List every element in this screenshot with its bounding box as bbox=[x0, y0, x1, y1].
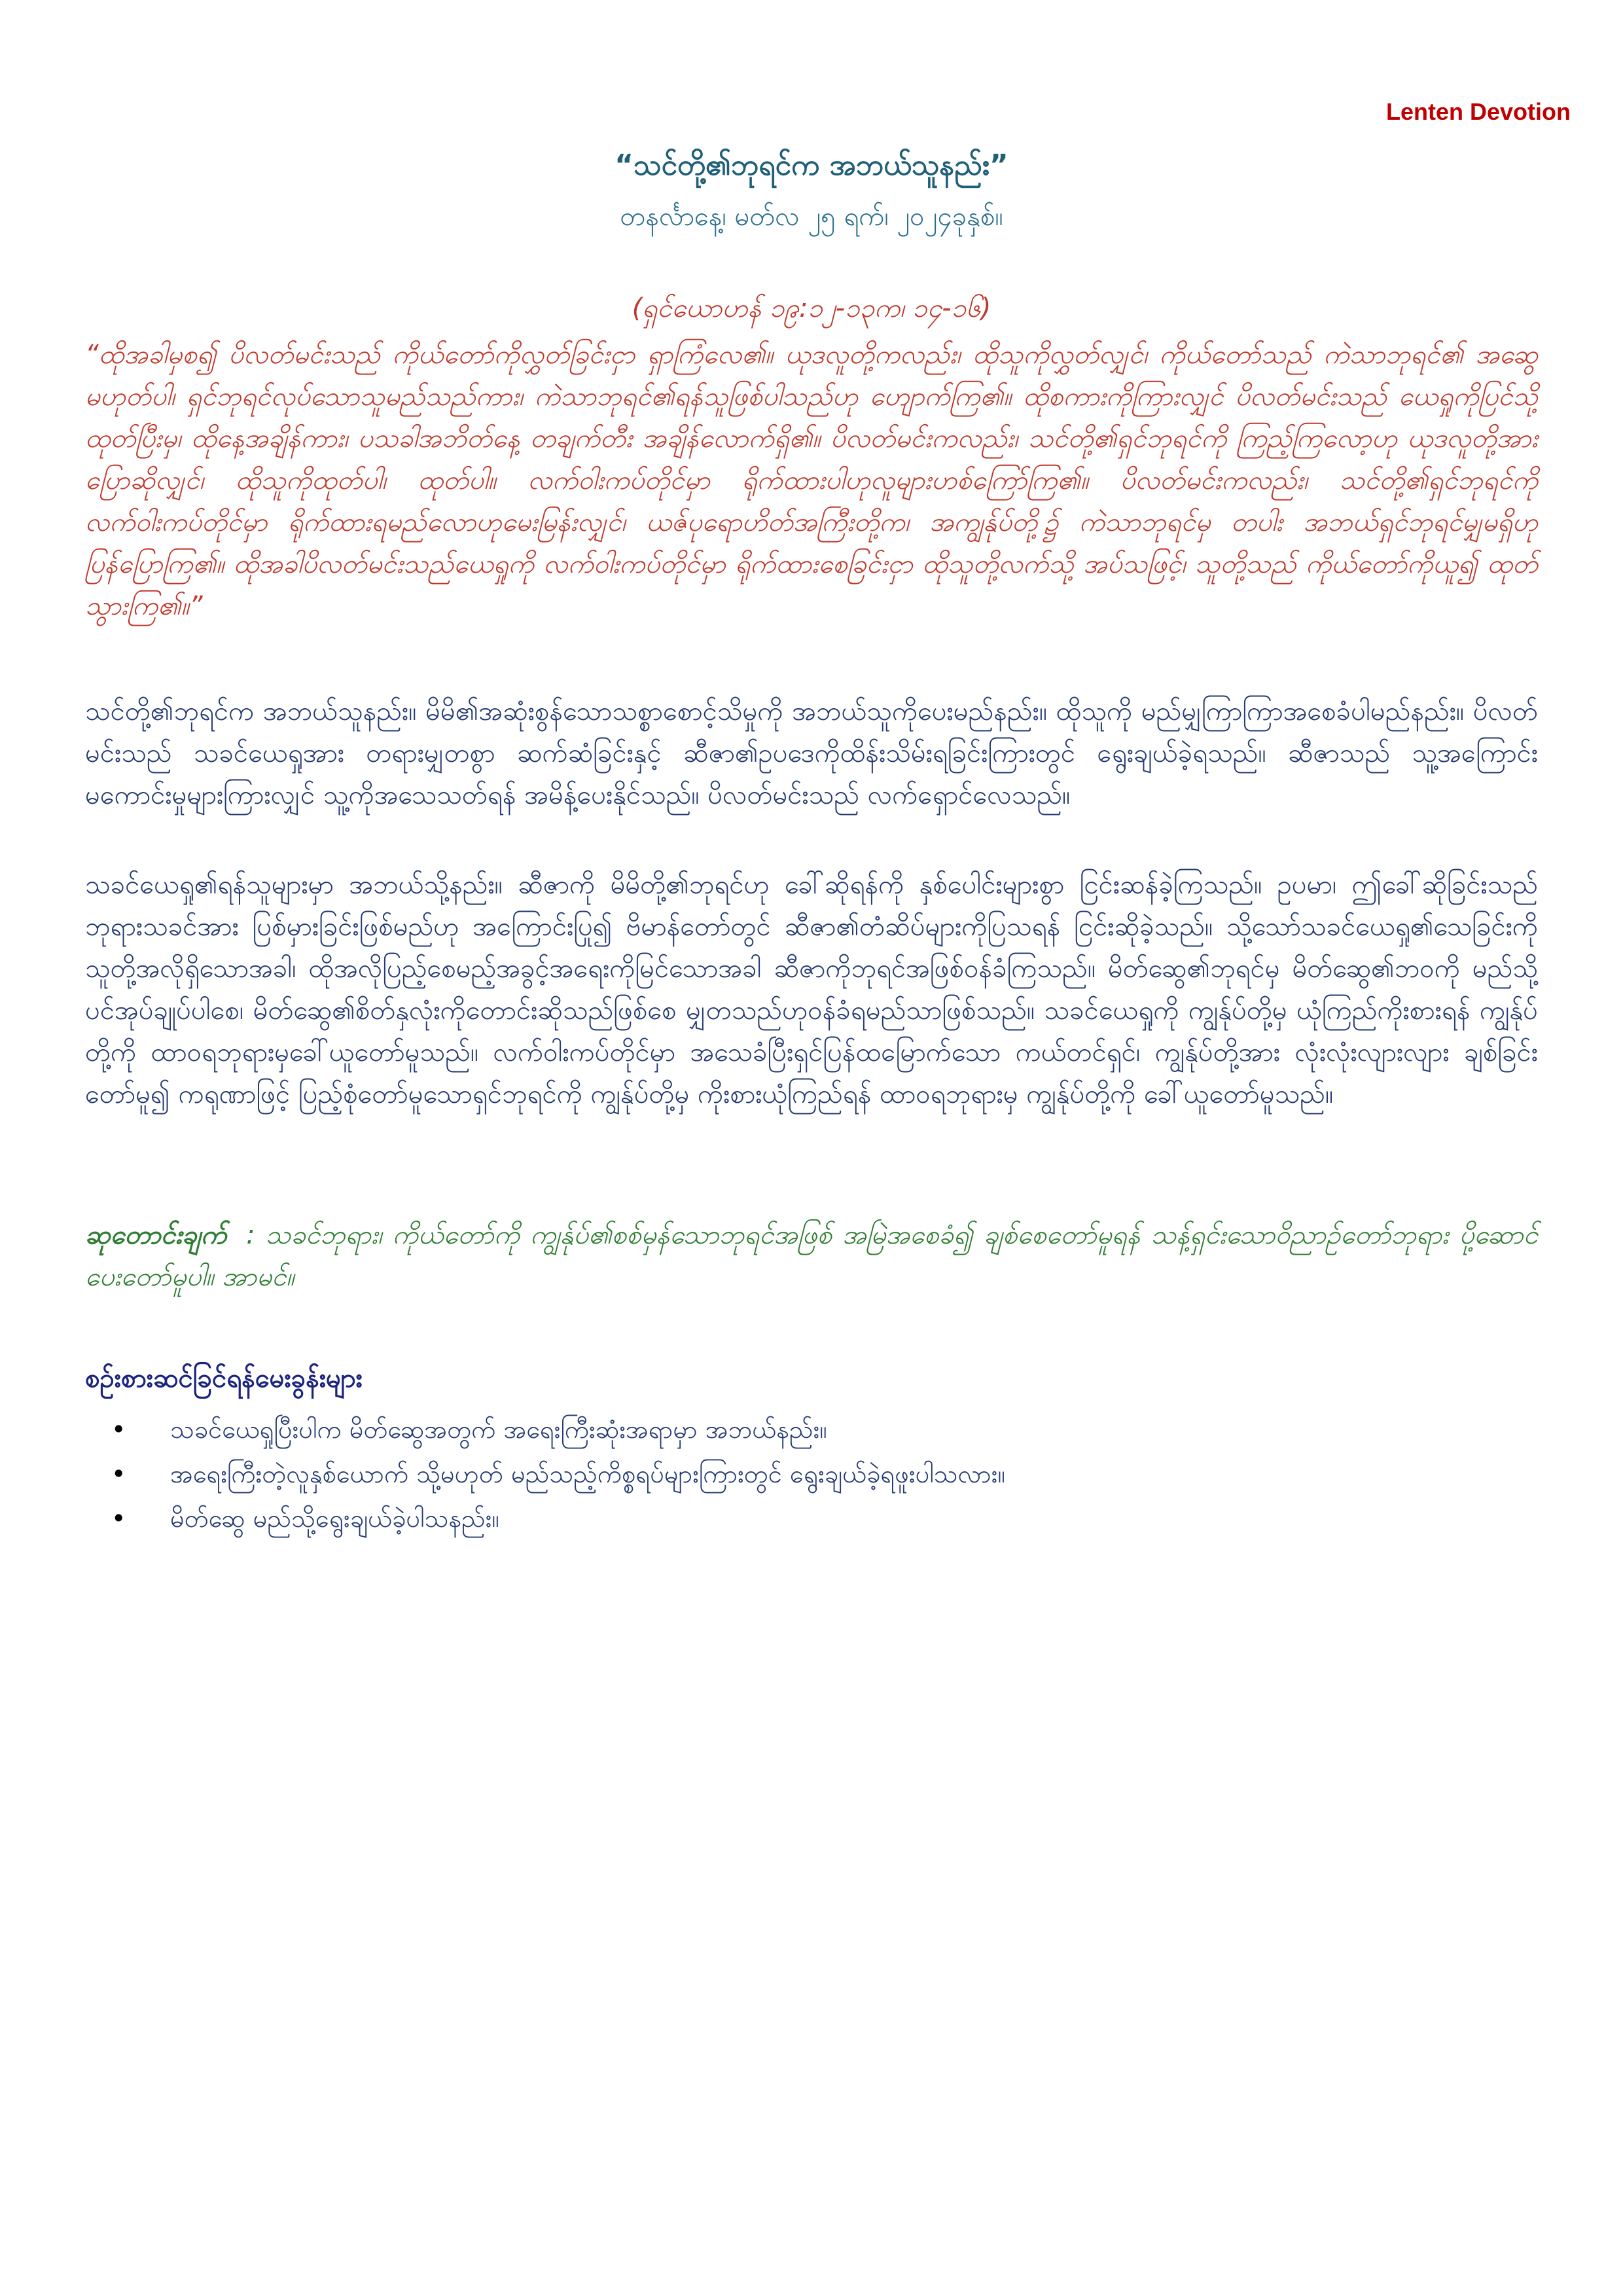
question-item bbox=[85, 1496, 1538, 1541]
question-text: အရေးကြီးတဲ့လူနှစ်ယောက် သို့မဟုတ် မည်သည့်ကိစ္စရပ်များကြားတွင် ရွေးချယ်ခဲ့ရဖူးပါသလား။ bbox=[170, 1460, 1005, 1488]
prayer-text: : သခင်ဘုရား၊ ကိုယ်တော်ကို ကျွန်ုပ်၏စစ်မှန်သောဘုရင်အဖြစ် အမြဲအစေခံ၍ ချစ်စေတော်မူရန် သန့်ရှင်းသောဝိညာဉ်တော်ဘုရား ပို့ဆောင်ပေးတော်မူပါ။ အာမင်။ bbox=[85, 1220, 1538, 1292]
questions-list bbox=[85, 1407, 1538, 1541]
page-title: “သင်တို့၏ဘုရင်က အဘယ်သူနည်း” bbox=[615, 149, 1008, 182]
bullet-icon: • bbox=[111, 1460, 126, 1488]
question-item bbox=[85, 1407, 1538, 1452]
question-text: မိတ်ဆွေ မည်သို့ရွေးချယ်ခဲ့ပါသနည်း။ bbox=[170, 1504, 499, 1533]
prayer-section bbox=[85, 1214, 1538, 1298]
questions-heading: စဉ်းစားဆင်ခြင်ရန်မေးခွန်းများ bbox=[85, 1363, 363, 1393]
question-text: သခင်ယေရှုပြီးပါက မိတ်ဆွေအတွက် အရေးကြီးဆုံးအရာမှာ အဘယ်နည်း။ bbox=[170, 1415, 827, 1444]
body-paragraph-2: သခင်ယေရှု၏ရန်သူများမှာ အဘယ်သို့နည်း။ ဆီဇာကို မိမိတို့၏ဘုရင်ဟု ခေါ်ဆိုရန်ကို နှစ်ပေါင်းများစွာ ငြင်းဆန်ခဲ့ကြသည်။ ဥပမာ၊ ဤခေါ်ဆိုခြင်းသည် ဘုရားသခင်အား ပြစ်မှားခြင်းဖြစ်မည်ဟု အကြောင်းပြု၍ ဗိမာန်တော်တွင် ဆီဇာ၏တံဆိပ်များကိုပြသရန် ငြင်းဆိုခဲ့သည်။ သို့သော်သခင်ယေရှု၏သေခြင်းကို သူတို့အလိုရှိသောအခါ၊ ထိုအလိုပြည့်စေမည့်အခွင့်အရေးကိုမြင်သောအခါ ဆီဇာကိုဘုရင်အဖြစ်ဝန်ခံကြသည်။ မိတ်ဆွေ၏ဘုရင်မှ မိတ်ဆွေ၏ဘဝကို မည်သို့ပင်အုပ်ချုပ်ပါစေ၊ မိတ်ဆွေ၏စိတ်နှလုံးကိုတောင်းဆိုသည်ဖြစ်စေ မျှတသည်ဟုဝန်ခံရမည်သာဖြစ်သည်။ သခင်ယေရှုကို ကျွန်ုပ်တို့မှ ယုံကြည်ကိုးစားရန် ကျွန်ုပ်တို့ကို ထာဝရဘုရားမှခေါ်ယူတော်မူသည်။ လက်ဝါးကပ်တိုင်မှာ အသေခံပြီးရှင်ပြန်ထမြောက်သော ကယ်တင်ရှင်၊ ကျွန်ုပ်တို့အား လုံးလုံးလျားလျား ချစ်ခြင်းတော်မူ၍ ကရုဏာဖြင့် ပြည့်စုံတော်မူသောရှင်ဘုရင်ကို ကျွန်ုပ်တို့မှ ကိုးစားယုံကြည်ရန် ထာဝရဘုရားမှ ကျွန်ုပ်တို့ကို ခေါ်ယူတော်မူသည်။ bbox=[85, 870, 1538, 1109]
date-line: တနင်္လာနေ့၊ မတ်လ ၂၅ ရက်၊ ၂၀၂၄ခုနှစ်။ bbox=[620, 202, 1003, 232]
question-item bbox=[85, 1452, 1538, 1496]
scripture-reference: (ရှင်ယောဟန် ၁၉:၁၂-၁၃က၊ ၁၄-၁၆) bbox=[632, 293, 991, 323]
scripture-passage: “ထိုအခါမှစ၍ ပိလတ်မင်းသည် ကိုယ်တော်ကိုလွှတ်ခြင်းငှာ ရှာကြံလေ၏။ ယုဒလူတို့ကလည်း၊ ထိုသူကိုလွှတ်လျှင်၊ ကိုယ်တော်သည် ကဲသာဘုရင်၏ အဆွေမဟုတ်ပါ၊ ရှင်ဘုရင်လုပ်သောသူမည်သည်ကား၊ ကဲသာဘုရင်၏ရန်သူဖြစ်ပါသည်ဟု ဟျောက်ကြ၏။ ထိုစကားကိုကြားလျှင် ပိလတ်မင်းသည် ယေရှုကိုပြင်သို့ထုတ်ပြီးမှ၊ ထိုနေ့အချိန်ကား၊ ပသခါအဘိတ်နေ့ တချက်တီး အချိန်လောက်ရှိ၏။ ပိလတ်မင်းကလည်း၊ သင်တို့၏ရှင်ဘုရင်ကို ကြည့်ကြလော့ဟု ယုဒလူတို့အား ပြောဆိုလျှင်၊ ထိုသူကိုထုတ်ပါ၊ ထုတ်ပါ။ လက်ဝါးကပ်တိုင်မှာ ရိုက်ထားပါဟုလူများဟစ်ကြော်ကြ၏။ ပိလတ်မင်းကလည်း၊ သင်တို့၏ရှင်ဘုရင်ကိုလက်ဝါးကပ်တိုင်မှာ ရိုက်ထားရမည်လောဟုမေးမြန်းလျှင်၊ ယဇ်ပုရောဟိတ်အကြီးတို့က၊ အကျွန်ုပ်တို့၌ ကဲသာဘုရင်မှ တပါး အဘယ်ရှင်ဘုရင်မျှမရှိဟု ပြန်ပြောကြ၏။ ထိုအခါပိလတ်မင်းသည်ယေရှုကို လက်ဝါးကပ်တိုင်မှာ ရိုက်ထားစေခြင်းငှာ ထိုသူတို့လက်သို့ အပ်သဖြင့်၊ သူတို့သည် ကိုယ်တော်ကိုယူ၍ ထုတ်သွားကြ၏။” bbox=[85, 340, 1538, 621]
header-tag: Lenten Devotion bbox=[1385, 98, 1571, 125]
body-paragraph-1: သင်တို့၏ဘုရင်က အဘယ်သူနည်း။ မိမိ၏အဆုံးစွန်သောသစ္စာစောင့်သိမှုကို အဘယ်သူကိုပေးမည်နည်း။ ထိုသူကို မည်မျှကြာကြာအစေခံပါမည်နည်း။ ပိလတ်မင်းသည် သခင်ယေရှုအား တရားမျှတစွာ ဆက်ဆံခြင်းနှင့် ဆီဇာ၏ဥပဒေကိုထိန်းသိမ်းရခြင်းကြားတွင် ရွေးချယ်ခဲ့ရသည်။ ဆီဇာသည် သူ့အကြောင်း မကောင်းမှုများကြားလျှင် သူ့ကိုအသေသတ်ရန် အမိန့်ပေးနိုင်သည်။ ပိလတ်မင်းသည် လက်ရှောင်လေသည်။ bbox=[85, 696, 1538, 810]
bullet-icon: • bbox=[111, 1415, 126, 1444]
prayer-label: ဆုတောင်းချက် bbox=[85, 1220, 227, 1250]
bullet-icon: • bbox=[111, 1504, 126, 1533]
